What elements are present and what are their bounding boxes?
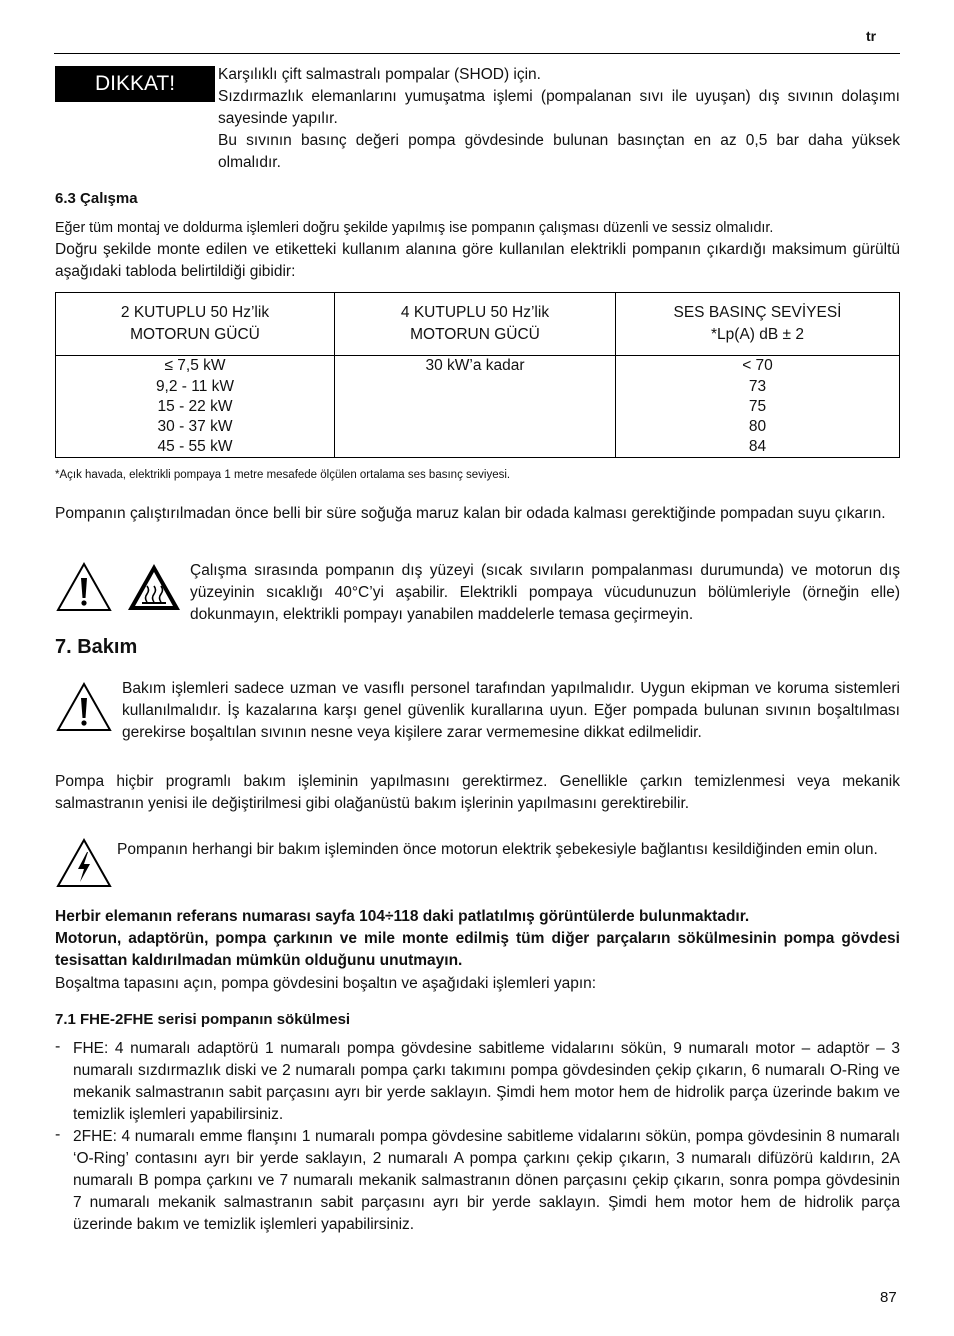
dikkat-label: DIKKAT!	[55, 66, 215, 102]
hot-surface-warning: Çalışma sırasında pompanın dış yüzeyi (sıcak sıvıların pompalanması durumunda) ve motorun dış yüzeyinin sıcaklığı 40°C’yi aşabilir. Elektrikli pompaya vücudunuzun bölümleriyle (örneğin elle) dokunmayın, elektrikli pompayı yanabilen maddelerle temasa geçirmeyin.	[190, 562, 900, 623]
table-cell: 30 kW’a kadar	[335, 356, 616, 377]
cold-room-paragraph: Pompanın çalıştırılmadan önce belli bir süre soğuğa maruz kalan bir odada kalması gerektiğinde pompadan suyu çıkarın.	[55, 505, 886, 522]
table-footnote: *Açık havada, elektrikli pompaya 1 metre mesafede ölçülen ortalama ses basınç seviyesi.	[55, 469, 511, 481]
disassembly-list	[55, 1038, 900, 1236]
table-row	[56, 397, 900, 417]
table-cell: 15 - 22 kW	[56, 397, 335, 417]
language-tag: tr	[866, 28, 877, 44]
section-heading-7-1: 7.1 FHE-2FHE serisi pompanın sökülmesi	[55, 1011, 351, 1028]
table-cell	[335, 377, 616, 397]
dikkat-line: Bu sıvının basınç değeri pompa gövdesinde bulunan basınçtan en az 0,5 bar daha yüksek olmalıdır.	[218, 132, 900, 171]
table-header-cell: 2 KUTUPLU 50 Hz’lik MOTORUN GÜCÜ	[56, 293, 335, 356]
table-cell	[335, 417, 616, 437]
section-heading-7: 7. Bakım	[55, 636, 138, 658]
header-rule	[54, 53, 900, 54]
hot-surface-icon	[126, 562, 182, 612]
table-cell	[335, 437, 616, 458]
list-item-text: 2FHE: 4 numaralı emme flanşını 1 numaralı pompa gövdesine sabitleme vidalarını sökün, pompa gövdesinin 8 numaralı ‘O-Ring’ contasını ayrı bir yerde saklayın, 2 numaralı A pompa çarkını çekip çıkarın, 3 numaralı difüzörü kaldırın, 2A numaralı B pompa çarkını ve 7 numaralı mekanik salmastranın dönen parçasını çekip çıkarın, sonra pompa gövdesinin 7 numaralı mekanik salmastranın sabit parçasını ayrı bir yerde saklayın. Şimdi hem motor hem de hidrolik parça üzerinde bakım ve temizlik işlemleri yapabilirsiniz.	[73, 1128, 900, 1233]
list-dash: -	[55, 1126, 61, 1143]
page-number: 87	[880, 1289, 897, 1306]
section-6-3-paragraph: Doğru şekilde monte edilen ve etiketteki kullanım alanına göre kullanılan elektrikli pompanın çıkardığı maksimum gürültü aşağıdaki tabloda belirtildiği gibidir:	[55, 241, 900, 280]
electric-warning: Pompanın herhangi bir bakım işleminden önce motorun elektrik şebekesiyle bağlantısı kesildiğinden emin olun.	[117, 841, 878, 858]
table-cell: 75	[616, 397, 900, 417]
drain-paragraph: Boşaltma tapasını açın, pompa gövdesini boşaltın ve aşağıdaki işlemleri yapın:	[55, 975, 597, 992]
table-cell: < 70	[616, 356, 900, 377]
warning-triangle-icon	[56, 682, 112, 732]
table-cell: 30 - 37 kW	[56, 417, 335, 437]
list-item-text: FHE: 4 numaralı adaptörü 1 numaralı pompa gövdesine sabitleme vidalarını sökün, 9 numaralı motor – adaptör – 3 numaralı sızdırmazlık diski ve 2 numaralı pompa çarkı takımını pompa gövdesinden çekip çıkarın, 6 numaralı O-Ring ve mekanik salmastranın sabit parçasını ayrı bir yerde saklayın. Şimdi hem motor hem de hidrolik parça üzerinde bakım ve temizlik işlemleri yapabilirsiniz.	[73, 1040, 900, 1123]
table-cell: 9,2 - 11 kW	[56, 377, 335, 397]
table-cell	[335, 397, 616, 417]
table-row	[56, 437, 900, 458]
noise-table	[55, 292, 900, 458]
maintenance-paragraph: Pompa hiçbir programlı bakım işleminin yapılmasını gerektirmez. Genellikle çarkın temizlenmesi veya mekanik salmastranın yenisi ile değiştirilmesi gibi olağanüstü bakım işlerinin yapılmasını gerektirebilir.	[55, 773, 900, 812]
section-heading-6-3: 6.3 Çalışma	[55, 190, 138, 207]
dikkat-line: Karşılıklı çift salmastralı pompalar (SHOD) için.	[218, 66, 541, 83]
table-cell: 45 - 55 kW	[56, 437, 335, 458]
table-row	[56, 356, 900, 377]
bold-note: Herbir elemanın referans numarası sayfa 104÷118 daki patlatılmış görüntülerde bulunmaktadır.	[55, 908, 750, 925]
dikkat-line: Sızdırmazlık elemanlarını yumuşatma işlemi (pompalanan sıvı ile uyuşan) dış sıvının dolaşımı sayesinde yapılır.	[218, 88, 900, 127]
list-item	[55, 1126, 900, 1236]
list-item	[55, 1038, 900, 1126]
bold-notes	[55, 906, 900, 972]
table-header-row	[56, 293, 900, 356]
table-header-cell: SES BASINÇ SEVİYESİ *Lp(A) dB ± 2	[616, 293, 900, 356]
table-header-cell: 4 KUTUPLU 50 Hz’lik MOTORUN GÜCÜ	[335, 293, 616, 356]
list-dash: -	[55, 1038, 61, 1055]
table-cell: 84	[616, 437, 900, 458]
bold-note: Motorun, adaptörün, pompa çarkının ve mile monte edilmiş tüm diğer parçaların sökülmesinin pompa gövdesi tesisattan kaldırılmadan mümkün olduğunu unutmayın.	[55, 930, 900, 969]
table-row	[56, 417, 900, 437]
warning-triangle-icon	[56, 562, 112, 612]
table-cell: 80	[616, 417, 900, 437]
maintenance-warning: Bakım işlemleri sadece uzman ve vasıflı personel tarafından yapılmalıdır. Uygun ekipman ve koruma sistemleri kullanılmalıdır. İş kazalarına karşı genel güvenlik kurallarına uyun. Eğer pompada bulunan sıvının boşaltılması gerekirse boşaltılan sıvının nesne veya kişilere zarar vermemesine dikkat edilmelidir.	[122, 680, 900, 741]
table-cell: ≤ 7,5 kW	[56, 356, 335, 377]
section-6-3-intro: Eğer tüm montaj ve doldurma işlemleri doğru şekilde yapılmış ise pompanın çalışması düzenli ve sessiz olmalıdır.	[55, 220, 774, 236]
table-cell: 73	[616, 377, 900, 397]
electric-hazard-icon	[56, 838, 112, 888]
table-row	[56, 377, 900, 397]
dikkat-text	[218, 64, 900, 174]
